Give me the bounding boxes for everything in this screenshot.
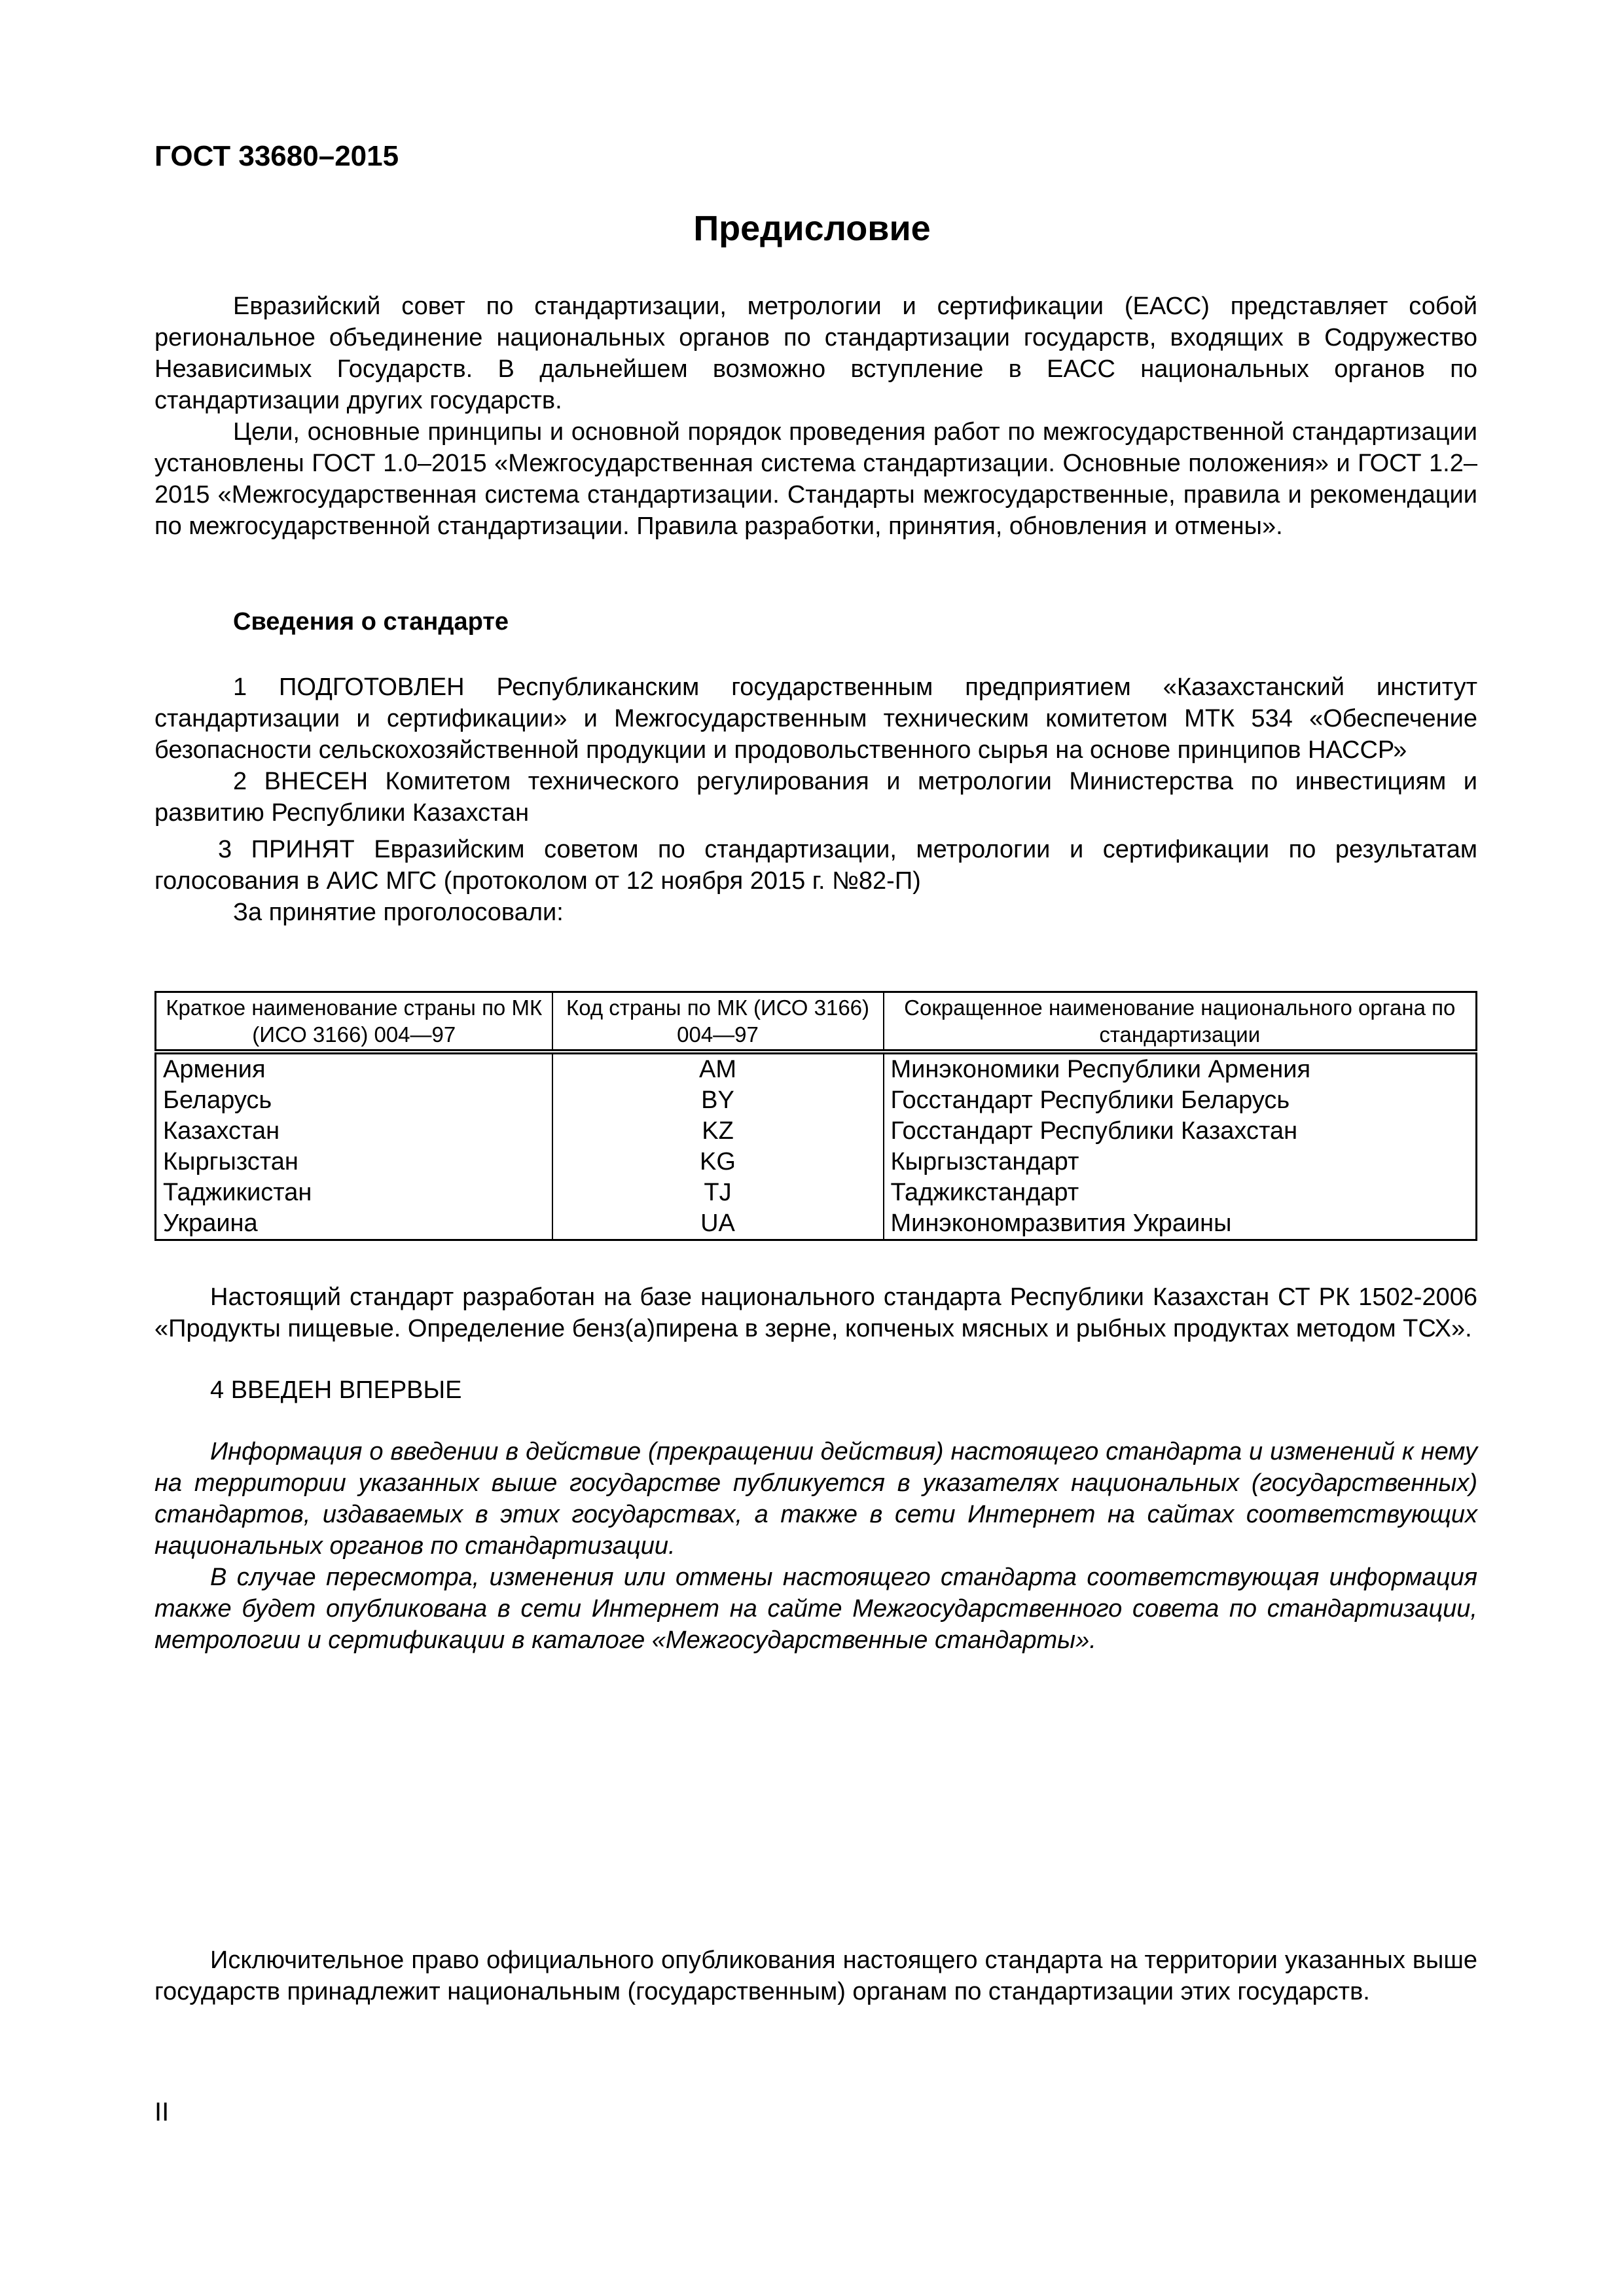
italic-paragraph: В случае пересмотра, изменения или отмены настоящего стандарта соответствующая информация также будет опубликована в сети Интернет на сайте Межгосударственного совета по стандартизации, метрологии и сертификации в каталоге «Межгосударственные стандарты». (154, 1564, 1477, 1654)
intro-paragraph: Цели, основные принципы и основной порядок проведения работ по межгосударственной стандартизации установлены ГОСТ 1.0–2015 «Межгосударственная система стандартизации. Основные положения» и ГОСТ 1.2–2015 «Межгосударственная система стандартизации. Стандарты межгосударственные, правила и рекомендации по межгосударственной стандартизации. Правила разработки, принятия, обновления и отмены». (154, 418, 1477, 540)
info-item: 3 ПРИНЯТ Евразийским советом по стандартизации, метрологии и сертификации по результатам голосования в АИС МГС (протоколом от 12 ноября 2015 г. №82-П) (154, 836, 1477, 895)
info-item: За принятие проголосовали: (233, 899, 564, 926)
authority-cell: Кыргызстандарт (884, 1147, 1477, 1177)
table-row (156, 1085, 1477, 1116)
country-code-cell: UA (552, 1208, 884, 1240)
info-item: 1 ПОДГОТОВЛЕН Республиканским государственным предприятием «Казахстанский институт стандартизации и сертификации» и Межгосударственным техническим комитетом МТК 534 «Обеспечение безопасности сельскохозяйственной продукции и продовольственного сырья на основе принципов НАССР» (154, 673, 1477, 764)
item-4: 4 ВВЕДЕН ВПЕРВЫЕ (210, 1376, 462, 1404)
country-code-cell: KZ (552, 1116, 884, 1147)
table-row (156, 1177, 1477, 1208)
country-name-cell: Таджикистан (156, 1177, 552, 1208)
basis-section (154, 1282, 1477, 1656)
authority-cell: Минэкономразвития Украины (884, 1208, 1477, 1240)
column-header: Сокращенное наименование национального органа по стандартизации (884, 992, 1477, 1052)
basis-paragraph: Настоящий стандарт разработан на базе национального стандарта Республики Казахстан СТ РК 1502-2006 «Продукты пищевые. Определение бенз(а)пирена в зерне, копченых мясных и рыбных продуктах методом ТСХ». (154, 1283, 1477, 1342)
italic-paragraph: Информация о введении в действие (прекращении действия) настоящего стандарта и изменений к нему на территории указанных выше государстве публикуется в указателях национальных (государственных) стандартов, издаваемых в этих государствах, а также в сети Интернет на сайтах соответствующих национальных органов по стандартизации. (154, 1438, 1477, 1560)
column-header: Краткое наименование страны по МК (ИСО 3166) 004—97 (156, 992, 552, 1052)
copyright-section (154, 1945, 1477, 2007)
country-name-cell: Беларусь (156, 1085, 552, 1116)
country-name-cell: Армения (156, 1052, 552, 1085)
table-header-row (156, 992, 1477, 1052)
voting-table (154, 991, 1477, 1241)
intro-paragraph: Евразийский совет по стандартизации, метрологии и сертификации (ЕАСС) представляет собой региональное объединение национальных органов по стандартизации государств, входящих в Содружество Независимых Государств. В дальнейшем возможно вступление в ЕАСС национальных органов по стандартизации других государств. (154, 293, 1477, 414)
info-item: 2 ВНЕСЕН Комитетом технического регулирования и метрологии Министерства по инвестициям и развитию Республики Казахстан (154, 768, 1477, 827)
table-row (156, 1116, 1477, 1147)
table-row (156, 1147, 1477, 1177)
page-number: II (154, 2098, 170, 2126)
table-row (156, 1208, 1477, 1240)
authority-cell: Таджикстандарт (884, 1177, 1477, 1208)
intro-section (154, 291, 1477, 542)
country-name-cell: Кыргызстан (156, 1147, 552, 1177)
info-heading: Сведения о стандарте (233, 608, 509, 636)
country-code-cell: AM (552, 1052, 884, 1085)
country-code-cell: TJ (552, 1177, 884, 1208)
country-code-cell: BY (552, 1085, 884, 1116)
document-header: ГОСТ 33680–2015 (154, 140, 399, 172)
copyright-paragraph: Исключительное право официального опубликования настоящего стандарта на территории указанных выше государств принадлежит национальным (государственным) органам по стандартизации этих государств. (154, 1946, 1477, 2005)
authority-cell: Госстандарт Республики Беларусь (884, 1085, 1477, 1116)
country-name-cell: Украина (156, 1208, 552, 1240)
authority-cell: Минэкономики Республики Армения (884, 1052, 1477, 1085)
info-section (154, 606, 1477, 928)
authority-cell: Госстандарт Республики Казахстан (884, 1116, 1477, 1147)
country-code-cell: KG (552, 1147, 884, 1177)
country-name-cell: Казахстан (156, 1116, 552, 1147)
page-title: Предисловие (693, 209, 931, 248)
table-row (156, 1052, 1477, 1085)
column-header: Код страны по МК (ИСО 3166) 004—97 (552, 992, 884, 1052)
